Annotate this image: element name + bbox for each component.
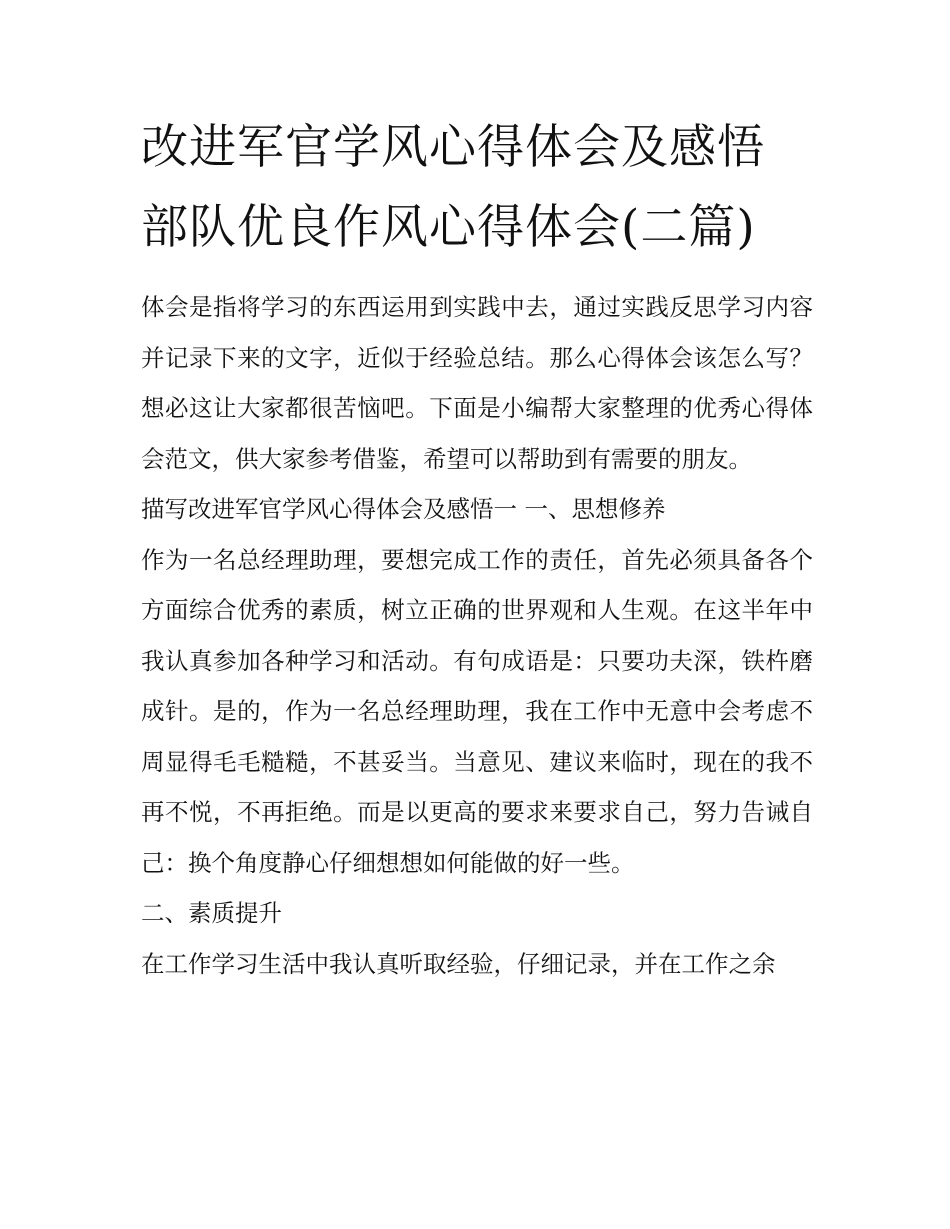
section-1-paragraph: 作为一名总经理助理，要想完成工作的责任，首先必须具备各个方面综合优秀的素质，树立正确的世界观和人生观。在这半年中我认真参加各种学习和活动。有句成语是：只要功夫深，铁杵磨成针。是的，作为一名总经理助理，我在工作中无意中会考虑不周显得毛毛糙糙，不甚妥当。当意见、建议来临时，现在的我不再不悦，不再拒绝。而是以更高的要求来要求自己，努力告诫自己：换个角度静心仔细想想如何能做的好一些。 bbox=[141, 545, 813, 877]
section-2-heading: 二、素质提升 bbox=[141, 899, 282, 927]
document-title bbox=[141, 108, 813, 268]
document-page bbox=[141, 108, 813, 989]
section-2-paragraph: 在工作学习生活中我认真听取经验，仔细记录，并在工作之余 bbox=[141, 949, 776, 978]
title-line-2: 部队优良作风心得体会(二篇) bbox=[141, 200, 756, 255]
intro-paragraph: 体会是指将学习的东西运用到实践中去，通过实践反思学习内容并记录下来的文字，近似于经验总结。那么心得体会该怎么写？想必这让大家都很苦恼吧。下面是小编帮大家整理的优秀心得体会范文，供大家参考借鉴，希望可以帮助到有需要的朋友。 bbox=[141, 293, 813, 473]
title-line-1: 改进军官学风心得体会及感悟 bbox=[141, 120, 765, 175]
document-body bbox=[141, 282, 813, 989]
section-1-heading: 描写改进军官学风心得体会及感悟一 一、思想修养 bbox=[141, 495, 666, 523]
